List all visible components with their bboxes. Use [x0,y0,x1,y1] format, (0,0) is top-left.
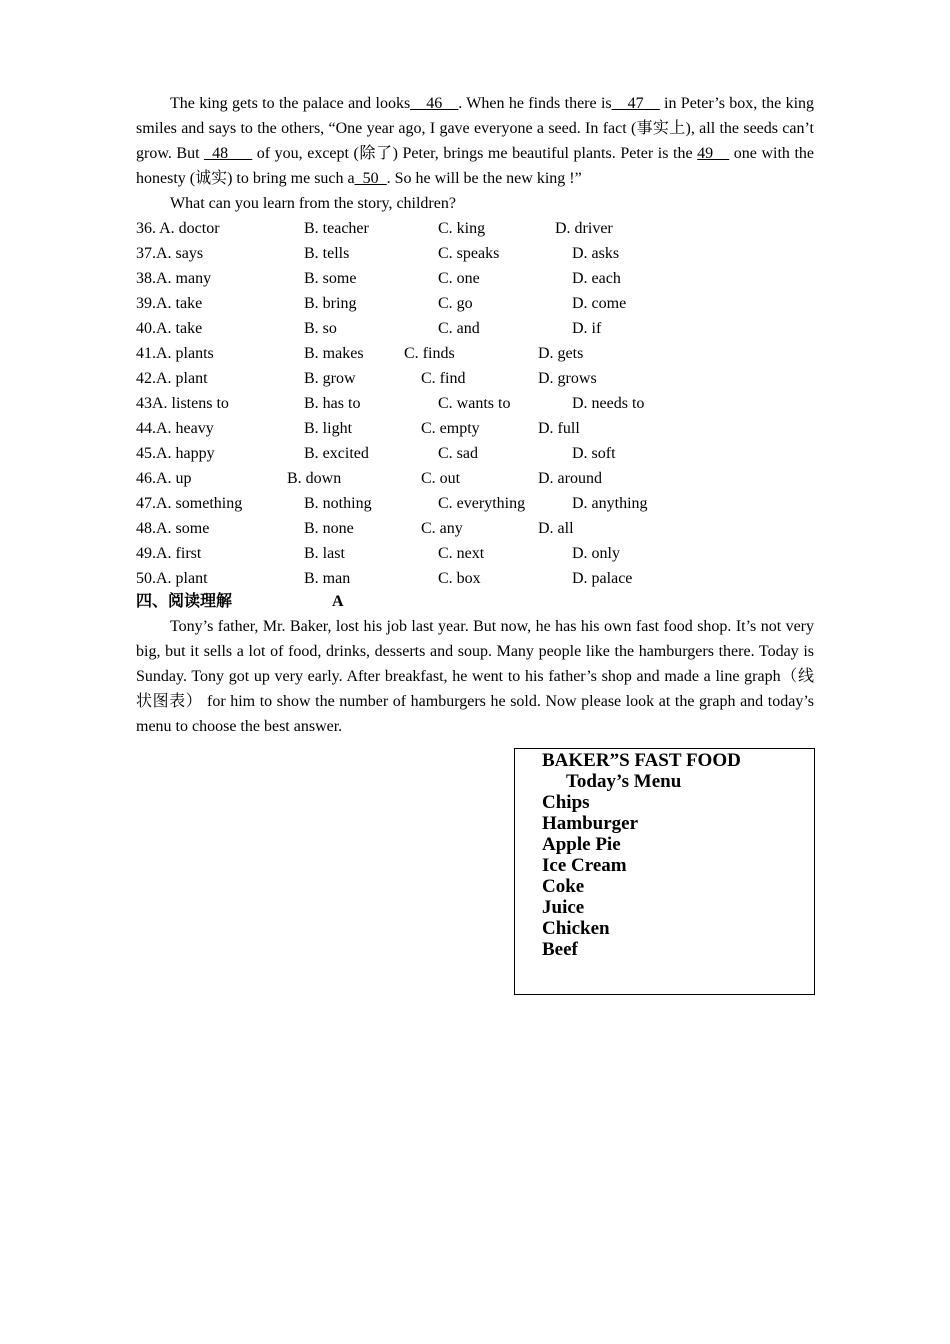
option-d: D. soft [572,445,616,462]
question-row [136,291,814,316]
option-b: B. teacher [304,220,369,237]
option-b: B. last [304,545,345,562]
question-row [136,366,814,391]
question-number-option-a: 46.A. up [136,470,192,487]
option-d: D. around [538,470,602,487]
option-c: C. out [421,470,461,487]
menu-item: Hamburger [542,813,639,834]
menu-item: Chicken [542,918,610,939]
menu-subtitle: Today’s Menu [566,771,682,792]
question-row [136,541,814,566]
menu-item: Beef [542,939,578,960]
menu-item: Chips [542,792,590,813]
question-number-option-a: 44.A. heavy [136,420,214,437]
option-b: B. man [304,570,351,587]
menu-item: Coke [542,876,585,897]
question-number-option-a: 45.A. happy [136,445,215,462]
option-d: D. driver [555,220,613,237]
question-number-option-a: 48.A. some [136,520,210,537]
option-d: D. anything [572,495,648,512]
question-row [136,316,814,341]
section-label: A [332,593,344,610]
option-b: B. bring [304,295,357,312]
option-d: D. all [538,520,574,537]
option-c: C. speaks [438,245,500,262]
option-b: B. makes [304,345,364,362]
option-b: B. nothing [304,495,372,512]
question-row [136,441,814,466]
section-title: 四、阅读理解 [136,593,233,610]
menu-item: Apple Pie [542,834,621,855]
option-b: B. grow [304,370,356,387]
question-number-option-a: 47.A. something [136,495,243,512]
option-c: C. sad [438,445,478,462]
question-list [136,216,814,591]
story-text: one with the honesty (诚实) to bring me such a [136,145,815,187]
story-text: . So he will be the new king !” [386,170,582,187]
option-d: D. grows [538,370,597,387]
question-number-option-a: 42.A. plant [136,370,208,387]
question-number-option-a: 37.A. says [136,245,204,262]
reading-chinese-note: （线状图表） [136,668,814,710]
option-d: D. needs to [572,395,645,412]
option-d: D. palace [572,570,633,587]
question-row [136,341,814,366]
blank-49: 49__ [697,145,730,162]
option-c: C. next [438,545,485,562]
option-b: B. down [287,470,342,487]
question-number-option-a: 50.A. plant [136,570,208,587]
option-b: B. some [304,270,357,287]
question-row [136,491,814,516]
question-number-option-a: 38.A. many [136,270,212,287]
menu-shop-name: BAKER”S FAST FOOD [542,750,741,771]
question-row [136,216,814,241]
blank-46: __46__ [410,95,459,112]
option-b: B. light [304,420,353,437]
story-text: in Peter’s box, the king smiles and says to the others, “One year ago, I gave everyone a seed. In fact (事实上), all the seeds can’t grow. But [136,95,815,162]
reading-paragraph [136,614,814,739]
story-question: What can you learn from the story, children? [170,195,456,212]
option-d: D. if [572,320,602,337]
option-d: D. come [572,295,627,312]
question-row [136,516,814,541]
menu-box [514,748,815,995]
option-d: D. only [572,545,620,562]
option-c: C. everything [438,495,526,512]
option-c: C. and [438,320,480,337]
question-number-option-a: 43A. listens to [136,395,229,412]
question-row [136,416,814,441]
option-c: C. king [438,220,486,237]
story-text: of you, except (除了) Peter, brings me beautiful plants. Peter is the [252,145,698,162]
question-row [136,466,814,491]
question-row [136,266,814,291]
reading-text: Tony’s father, Mr. Baker, lost his job last year. But now, he has his own fast food shop. It’s not very big, but it sells a lot of food, drinks, desserts and soup. Many people like the hamburgers there. Today is Sunday. Tony got up very early. After breakfast, he went to his father’s shop and made a line graph [136,618,814,685]
story-text: The king gets to the palace and looks [170,95,411,112]
option-c: C. empty [421,420,480,437]
option-b: B. so [304,320,337,337]
question-number-option-a: 40.A. take [136,320,203,337]
question-row [136,241,814,266]
blank-47: __47__ [611,95,660,112]
option-b: B. excited [304,445,369,462]
question-number-option-a: 49.A. first [136,545,202,562]
option-d: D. asks [572,245,620,262]
option-b: B. none [304,520,354,537]
question-number-option-a: 36. A. doctor [136,220,220,237]
menu-item: Ice Cream [542,855,627,876]
option-c: C. one [438,270,480,287]
menu-item: Juice [542,897,585,918]
blank-50: _50_ [354,170,387,187]
story-text: . When he finds there is [458,95,612,112]
section-heading [136,589,344,614]
option-d: D. gets [538,345,584,362]
question-number-option-a: 41.A. plants [136,345,214,362]
blank-48: _48___ [204,145,253,162]
option-c: C. finds [404,345,455,362]
option-c: C. find [421,370,466,387]
question-row [136,391,814,416]
reading-text: for him to show the number of hamburgers he sold. Now please look at the graph and today’s menu to choose the best answer. [136,693,814,735]
option-b: B. has to [304,395,361,412]
question-row [136,566,814,591]
story-paragraph [136,91,814,191]
option-d: D. full [538,420,580,437]
question-number-option-a: 39.A. take [136,295,203,312]
option-d: D. each [572,270,621,287]
option-b: B. tells [304,245,350,262]
option-c: C. any [421,520,463,537]
option-c: C. wants to [438,395,511,412]
option-c: C. box [438,570,481,587]
option-c: C. go [438,295,473,312]
